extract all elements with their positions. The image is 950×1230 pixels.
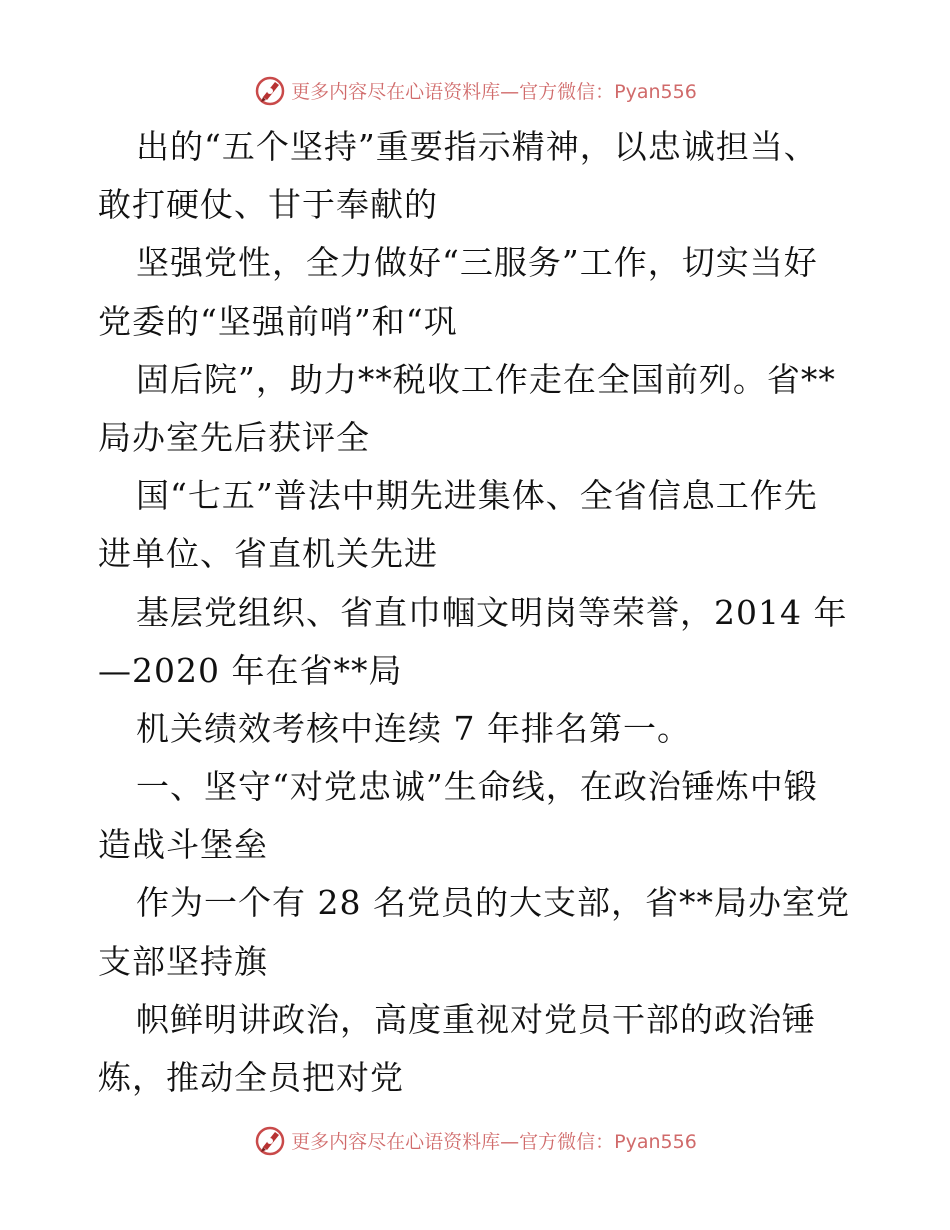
text-line: 支部坚持旗 <box>98 941 268 981</box>
header-banner <box>0 70 950 110</box>
text-line: 作为一个有 28 名党员的大支部，省**局办室党 <box>136 883 850 923</box>
text-line: 敢打硬仗、甘于奉献的 <box>98 185 438 225</box>
footer-banner-text: 更多内容尽在心语资料库—官方微信：Pyan556 <box>291 1130 697 1153</box>
text-line: 机关绩效考核中连续 7 年排名第一。 <box>136 708 691 748</box>
footer-banner <box>0 1120 950 1160</box>
text-line: —2020 年在省**局 <box>98 650 403 690</box>
text-line: 基层党组织、省直巾帼文明岗等荣誉，2014 年 <box>136 592 848 632</box>
text-line: 国“七五”普法中期先进集体、全省信息工作先 <box>136 476 818 516</box>
text-line: 出的“五个坚持”重要指示精神，以忠诚担当、 <box>136 127 818 166</box>
document-body <box>98 118 858 1107</box>
text-line: 造战斗堡垒 <box>98 825 268 865</box>
text-line: 坚强党性，全力做好“三服务”工作，切实当好 <box>136 243 818 283</box>
text-line: 一、坚守“对党忠诚”生命线，在政治锤炼中锻 <box>136 767 818 807</box>
text-line: 局办室先后获评全 <box>98 417 370 457</box>
text-line: 帜鲜明讲政治，高度重视对党员干部的政治锤 <box>136 999 816 1039</box>
pen-circle-logo-icon <box>253 73 287 107</box>
text-line: 固后院”，助力**税收工作走在全国前列。省** <box>136 359 836 399</box>
header-banner-text: 更多内容尽在心语资料库—官方微信：Pyan556 <box>291 80 697 103</box>
text-line: 党委的“坚强前哨”和“巩 <box>98 301 458 341</box>
pen-circle-logo-icon <box>253 1123 287 1157</box>
text-line: 炼，推动全员把对党 <box>98 1058 404 1097</box>
text-line: 进单位、省直机关先进 <box>98 534 438 574</box>
